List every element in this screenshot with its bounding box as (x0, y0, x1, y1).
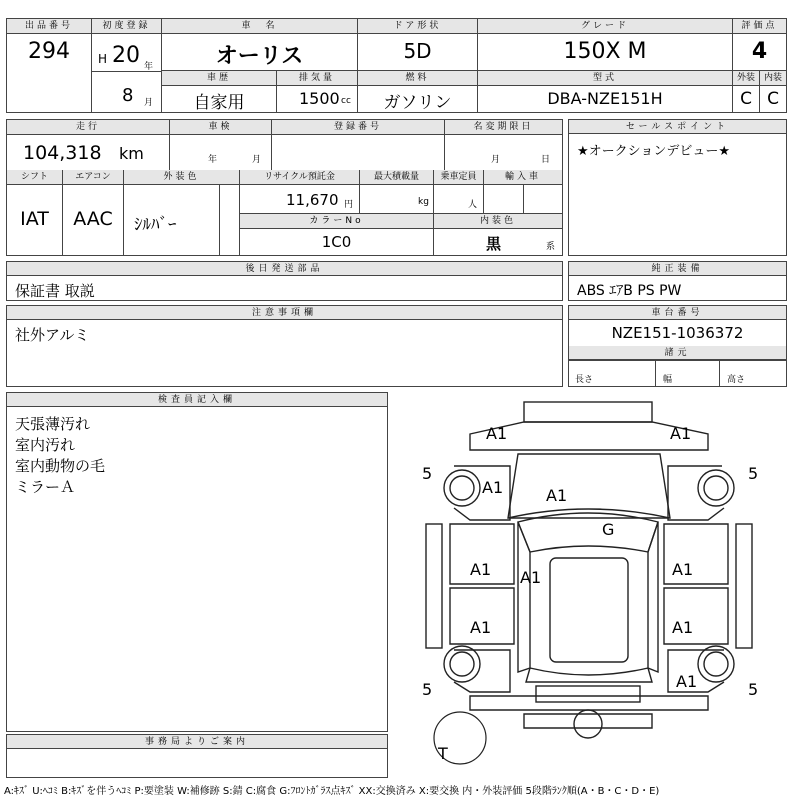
tire-tread-rear-right: 5 (748, 680, 759, 699)
max-load-label: 最大積載量 (360, 170, 433, 185)
spare-tire-mark: T (438, 744, 448, 763)
recycle-cell (240, 170, 360, 214)
damage-mark-front-left: A1 (486, 424, 508, 443)
name-change-month-unit: 月 (491, 155, 501, 165)
inspector-line: ミラーＡ (15, 478, 76, 496)
later-parts-box (6, 261, 563, 301)
car-name: オーリス (215, 44, 304, 69)
damage-mark-left-front-door: A1 (470, 560, 492, 579)
lot-number: 294 (28, 39, 70, 64)
aircon-label: エアコン (63, 170, 123, 185)
exterior-color-label: 外装色 (124, 170, 239, 185)
inspector-notes-label: 検査員記入欄 (7, 393, 387, 407)
max-load-unit: kg (418, 197, 429, 207)
aircon-cell (63, 170, 124, 255)
inspection-year-unit: 年 (208, 155, 218, 165)
interior-color-label: 内装色 (434, 214, 562, 229)
interior-grade-cell (760, 71, 786, 112)
damage-mark-left-pillar: A1 (520, 568, 542, 587)
mileage-label: 走行 (7, 120, 169, 135)
first-reg-month: 8 (122, 85, 134, 106)
grade-label: グレード (478, 19, 732, 34)
history-cell (162, 71, 277, 112)
shift-cell (7, 170, 63, 255)
header-grid (6, 18, 787, 113)
model-cell (478, 71, 733, 112)
lot-number-label: 出品番号 (7, 19, 91, 34)
chassis-box (568, 305, 787, 387)
score-label: 評価点 (733, 19, 786, 34)
history-label: 車歴 (162, 71, 276, 86)
aircon: AAC (73, 208, 113, 230)
notes-text: 社外アルミ (15, 326, 90, 344)
equipment-box (568, 261, 787, 301)
mileage-unit: km (119, 144, 144, 163)
name-change-day-unit: 日 (541, 155, 551, 165)
damage-mark-right-rear: A1 (676, 672, 698, 691)
interior-color-unit: 系 (546, 242, 556, 252)
exterior-grade: C (740, 89, 752, 109)
shift-label: シフト (7, 170, 62, 185)
recycle-deposit: 11,670 (286, 191, 339, 209)
damage-mark-windshield: G (602, 520, 615, 539)
displacement-unit: cc (341, 96, 351, 106)
month-unit: 月 (144, 98, 154, 108)
exterior-grade-cell (733, 71, 760, 112)
capacity-unit: 人 (468, 200, 478, 210)
mileage-cell (7, 120, 170, 170)
color-number-label: カラーNo (240, 214, 433, 229)
inspection-label: 車検 (170, 120, 271, 135)
car-diagram (390, 392, 787, 778)
capacity-label: 乗車定員 (434, 170, 483, 185)
equipment-label: 純正装備 (569, 262, 786, 276)
sales-point-box (568, 119, 787, 256)
damage-mark-left-fender: A1 (482, 478, 504, 497)
name-change-cell (445, 120, 562, 170)
inspection-cell (170, 120, 272, 170)
interior-color-cell (434, 214, 562, 255)
displacement-cell (277, 71, 358, 112)
spec-length-label: 長さ (575, 375, 594, 385)
sales-point-text: ★オークションデビュー★ (577, 144, 731, 159)
grade: 150X M (563, 39, 647, 64)
model-code: DBA-NZE151H (547, 89, 663, 108)
interior-grade-label: 内装 (760, 71, 786, 86)
inspector-line: 室内汚れ (15, 436, 76, 454)
tire-tread-rear-left: 5 (422, 680, 433, 699)
model-label: 型式 (478, 71, 732, 86)
office-label: 事務局よりご案内 (7, 735, 387, 749)
later-parts-text: 保証書 取説 (15, 282, 95, 300)
office-box (6, 734, 388, 778)
chassis-number: NZE151-1036372 (611, 324, 744, 342)
interior-grade: C (767, 89, 779, 109)
door-label: ドア形状 (358, 19, 477, 34)
later-parts-label: 後日発送部品 (7, 262, 562, 276)
car-outline (390, 392, 787, 778)
year-unit: 年 (144, 62, 154, 72)
exterior-grade-label: 外装 (733, 71, 759, 86)
import-label: 輸入車 (484, 170, 562, 185)
damage-legend: A:ｷｽﾞ U:ﾍｺﾐ B:ｷｽﾞを伴うﾍｺﾐ P:要塗装 W:補修跡 S:錆 C:腐食 G:ﾌﾛﾝﾄｶﾞﾗｽ点ｷｽﾞ XX:交換済み X:要交換 内・外装評価 5段階ﾗﾝｸ順(A・B・C・D・E) (4, 786, 660, 797)
registration-number-label: 登録番号 (272, 120, 444, 135)
fuel-cell (358, 71, 478, 112)
sales-point-label: セールスポイント (569, 120, 786, 134)
damage-mark-front-right: A1 (670, 424, 692, 443)
mileage: 104,318 (23, 142, 102, 164)
interior-color: 黒 (486, 235, 502, 253)
door-cell (358, 19, 478, 71)
lot-number-cell (7, 19, 92, 112)
first-reg-year: 20 (112, 43, 140, 68)
inspector-line: 室内動物の毛 (15, 457, 106, 475)
first-registration-label: 初度登録 (92, 19, 161, 34)
car-name-cell (162, 19, 358, 71)
fuel-label: 燃料 (358, 71, 477, 86)
max-load-cell (360, 170, 434, 214)
era: H (98, 52, 108, 66)
history: 自家用 (193, 93, 245, 113)
displacement: 1500 (299, 89, 340, 108)
first-registration-cell (92, 19, 162, 112)
score: 4 (751, 39, 768, 64)
shift: IAT (20, 208, 49, 230)
specs-label: 諸元 (569, 346, 786, 360)
tire-tread-front-right: 5 (748, 464, 759, 483)
grade-cell (478, 19, 733, 71)
car-name-label: 車 名 (162, 19, 357, 34)
equipment-text: ABS ｴｱB PS PW (577, 283, 682, 299)
inspector-notes-box (6, 392, 388, 732)
inspection-month-unit: 月 (252, 155, 262, 165)
door-type: 5D (403, 39, 432, 63)
fuel: ガソリン (383, 93, 452, 113)
damage-mark-right-front-door: A1 (672, 560, 694, 579)
spec-width-label: 幅 (663, 375, 673, 385)
import-cell (484, 170, 562, 214)
registration-number-cell (272, 120, 445, 170)
exterior-color-cell (124, 170, 240, 255)
displacement-label: 排気量 (277, 71, 357, 86)
exterior-color: ｼﾙﾊﾞｰ (134, 215, 177, 235)
color-number-cell (240, 214, 434, 255)
score-cell (733, 19, 786, 71)
damage-mark-right-rear-door: A1 (672, 618, 694, 637)
capacity-cell (434, 170, 484, 214)
spec-height-label: 高さ (727, 375, 746, 385)
recycle-label: リサイクル預託金 (240, 170, 359, 185)
name-change-label: 名変期限日 (445, 120, 562, 135)
details-grid (6, 119, 563, 256)
inspector-line: 天張薄汚れ (15, 415, 91, 433)
tire-tread-front-left: 5 (422, 464, 433, 483)
recycle-unit: 円 (344, 200, 354, 210)
damage-mark-hood: A1 (546, 486, 568, 505)
chassis-label: 車台番号 (569, 306, 786, 320)
notes-label: 注意事項欄 (7, 306, 562, 320)
color-number: 1C0 (321, 233, 352, 251)
damage-mark-left-rear-door: A1 (470, 618, 492, 637)
notes-box (6, 305, 563, 387)
